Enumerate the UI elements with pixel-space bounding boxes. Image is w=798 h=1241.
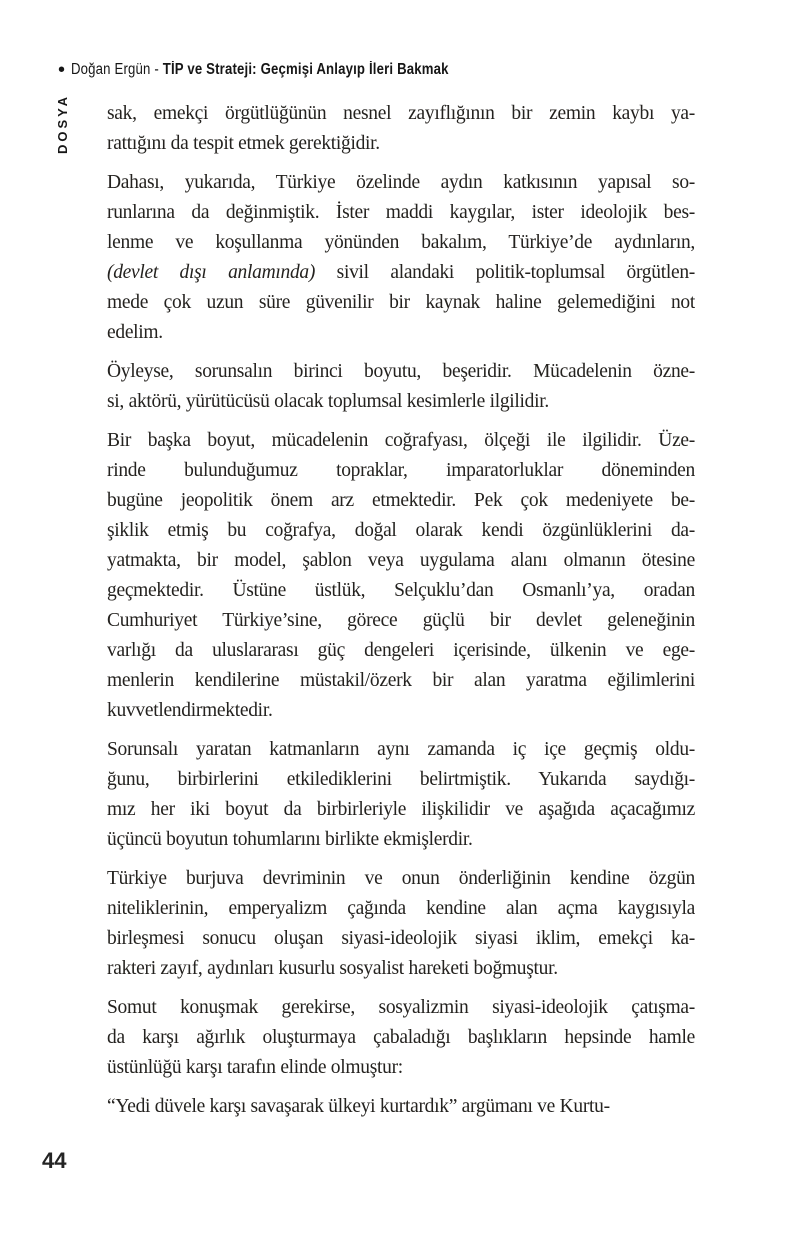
text-line: Öyleyse, sorunsalın birinci boyutu, beşeridir. Mücadelenin özne-	[107, 361, 695, 382]
text-line: kuvvetlendirmektedir.	[107, 700, 273, 721]
paragraph	[107, 1092, 695, 1122]
text-line: bugüne jeopolitik önem arz etmektedir. Pek çok medeniyete be-	[107, 490, 695, 511]
text-line: Sorunsalı yaratan katmanların aynı zamanda iç içe geçmiş oldu-	[107, 739, 695, 760]
paragraph	[107, 426, 695, 726]
page-number: 44	[42, 1148, 67, 1173]
text-line: Cumhuriyet Türkiye’sine, görece güçlü bir devlet geleneğinin	[107, 610, 695, 631]
text-line: Türkiye burjuva devriminin ve onun önderliğinin kendine özgün	[107, 868, 695, 889]
text-line	[107, 258, 695, 288]
text-line: sak, emekçi örgütlüğünün nesnel zayıflığının bir zemin kaybı ya-	[107, 103, 695, 124]
text-line: birleşmesi sonucu oluşan siyasi-ideolojik siyasi iklim, emekçi ka-	[107, 928, 695, 949]
text-line: ğunu, birbirlerini etkilediklerini belirtmiştik. Yukarıda saydığı-	[107, 769, 695, 790]
paragraph	[107, 864, 695, 984]
text-line: rattığını da tespit etmek gerektiğidir.	[107, 133, 380, 154]
text-line: üstünlüğü karşı tarafın elinde olmuştur:	[107, 1057, 403, 1078]
text-line: runlarına da değinmiştik. İster maddi kaygılar, ister ideolojik bes-	[107, 202, 695, 223]
text-line: menlerin kendilerine müstakil/özerk bir alan yaratma eğilimlerini	[107, 670, 695, 691]
paragraph	[107, 993, 695, 1083]
section-label-vertical: DOSYA	[55, 93, 70, 155]
paragraph	[107, 168, 695, 348]
text-line: niteliklerinin, emperyalizm çağında kendine alan açma kaygısıyla	[107, 898, 695, 919]
text-line: Dahası, yukarıda, Türkiye özelinde aydın katkısının yapısal so-	[107, 172, 695, 193]
header-bullet-icon: •	[58, 59, 66, 81]
italic-phrase: (devlet dışı anlamında)	[107, 262, 316, 283]
paragraph	[107, 735, 695, 855]
text-line: geçmektedir. Üstüne üstlük, Selçuklu’dan Osmanlı’ya, oradan	[107, 580, 695, 601]
text-line: şiklik etmiş bu coğrafya, doğal olarak kendi özgünlüklerini da-	[107, 520, 695, 541]
text-line: rakteri zayıf, aydınları kusurlu sosyalist hareketi boğmuştur.	[107, 958, 558, 979]
text-line: yatmakta, bir model, şablon veya uygulama alanı olmanın ötesine	[107, 550, 695, 571]
text-line: üçüncü boyutun tohumlarını birlikte ekmişlerdir.	[107, 829, 473, 850]
text-line: mede çok uzun süre güvenilir bir kaynak haline gelemediğini not	[107, 292, 695, 313]
text-line: edelim.	[107, 322, 163, 343]
text-line: Bir başka boyut, mücadelenin coğrafyası, ölçeği ile ilgilidir. Üze-	[107, 430, 695, 451]
paragraph	[107, 357, 695, 417]
body-text	[107, 99, 695, 1131]
header-article-title: TİP ve Strateji: Geçmişi Anlayıp İleri Bakmak	[162, 61, 449, 78]
text-line: rinde bulunduğumuz topraklar, imparatorluklar döneminden	[107, 460, 695, 481]
text-line: lenme ve koşullanma yönünden bakalım, Türkiye’de aydınların,	[107, 232, 695, 253]
text-line: si, aktörü, yürütücüsü olacak toplumsal kesimlerle ilgilidir.	[107, 391, 549, 412]
text-line: “Yedi düvele karşı savaşarak ülkeyi kurtardık” argümanı ve Kurtu-	[107, 1096, 610, 1117]
header-text	[71, 61, 449, 79]
paragraph	[107, 99, 695, 159]
text-line: varlığı da uluslararası güç dengeleri içerisinde, ülkenin ve ege-	[107, 640, 695, 661]
text-line: da karşı ağırlık oluşturmaya çabaladığı başlıkların hepsinde hamle	[107, 1027, 695, 1048]
running-header	[58, 60, 515, 80]
text-line: mız her iki boyut da birbirleriyle ilişkilidir ve aşağıda açacağımız	[107, 799, 695, 820]
header-separator: -	[150, 61, 163, 78]
text-line: Somut konuşmak gerekirse, sosyalizmin siyasi-ideolojik çatışma-	[107, 997, 695, 1018]
text-line-rest: sivil alandaki politik-toplumsal örgütlen-	[315, 262, 695, 283]
header-author: Doğan Ergün	[71, 61, 151, 78]
